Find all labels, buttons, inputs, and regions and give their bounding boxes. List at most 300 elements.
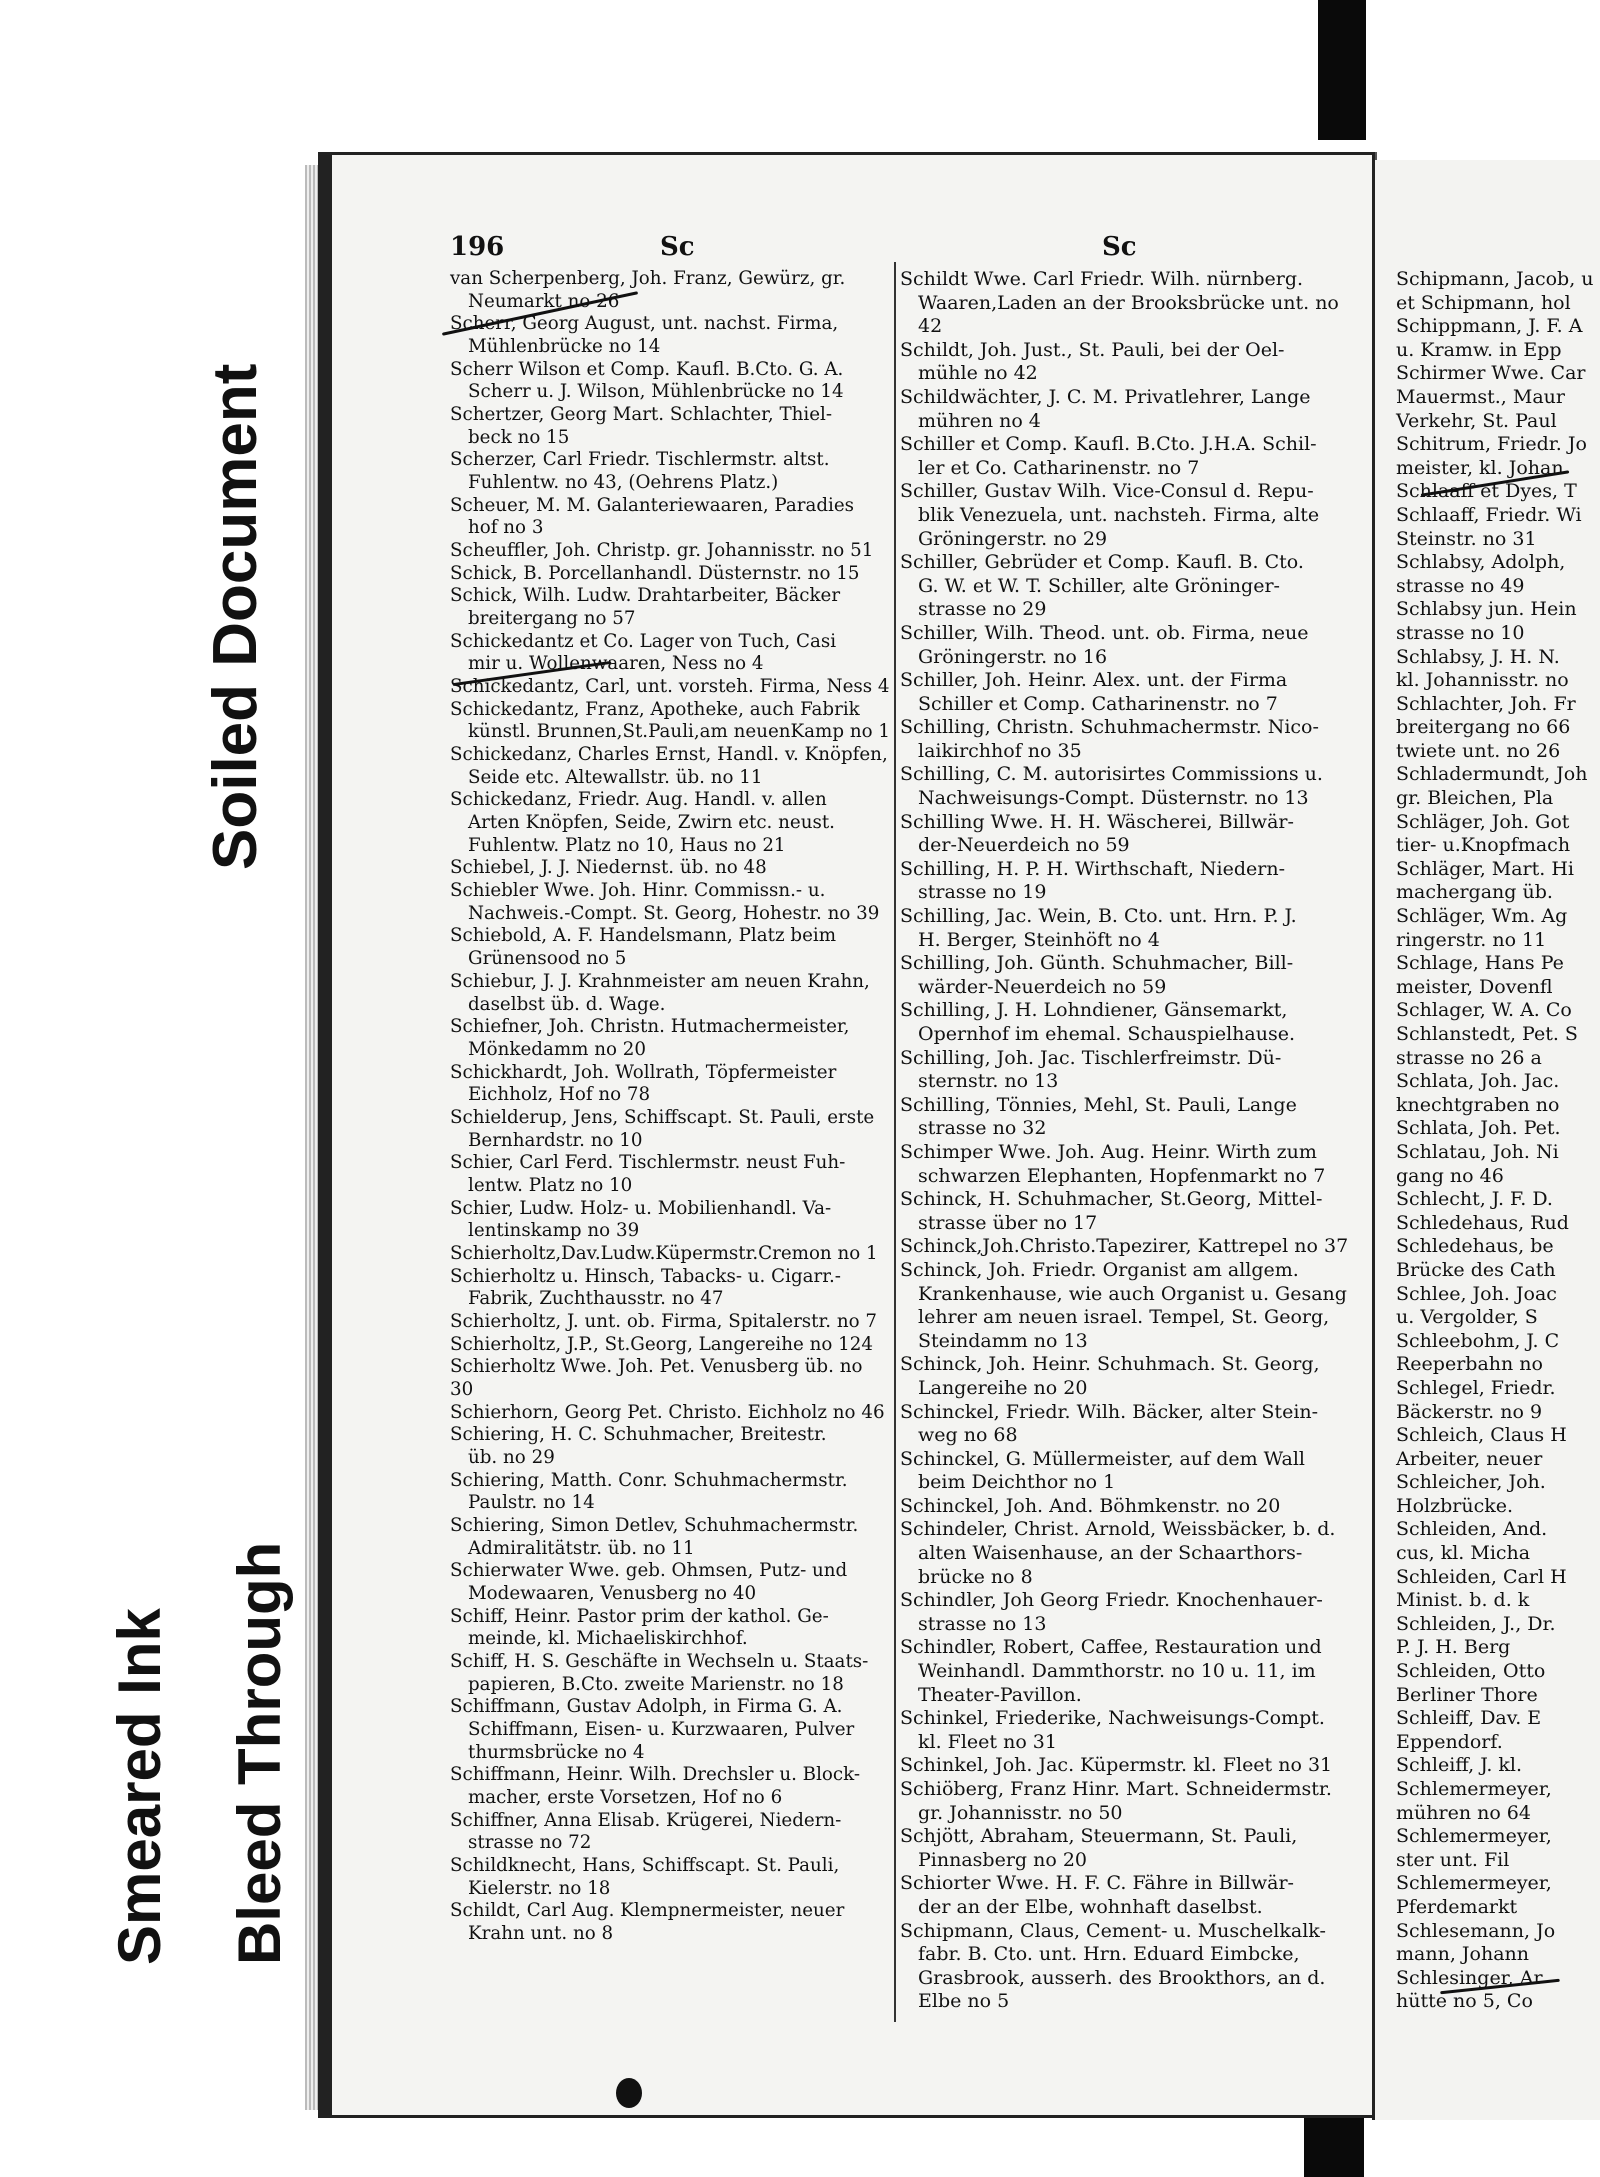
next-page-line: Bäckerstr. no 9 <box>1396 1400 1543 1423</box>
directory-entry <box>450 676 890 699</box>
entry-continuation: Weinhandl. Dammthorstr. no 10 u. 11, im <box>918 1660 1316 1683</box>
directory-entry <box>900 1448 1350 1495</box>
entry-continuation: kl. Fleet no 31 <box>918 1730 1057 1753</box>
entry-continuation: Eichholz, Hof no 78 <box>468 1084 651 1106</box>
entry-continuation: Fuhlentw. no 43, (Oehrens Platz.) <box>468 472 779 494</box>
entry-line: Schiebler Wwe. Joh. Hinr. Commissn.- u. <box>450 880 826 902</box>
entry-continuation: Scherr u. J. Wilson, Mühlenbrücke no 14 <box>468 381 844 403</box>
directory-entry <box>450 1016 890 1061</box>
directory-entry <box>900 1872 1350 1919</box>
next-page-line: Schlegel, Friedr. <box>1396 1376 1556 1399</box>
entry-line: van Scherpenberg, Joh. Franz, Gewürz, gr. <box>450 268 846 289</box>
label-bleed-through: Bleed Through <box>226 1541 293 1965</box>
entry-continuation: papieren, B.Cto. zweite Marienstr. no 18 <box>468 1673 844 1695</box>
entry-continuation: Admiralitätstr. üb. no 11 <box>468 1537 695 1559</box>
entry-continuation: lentw. Platz no 10 <box>468 1174 633 1196</box>
header-letters-left: Sc <box>660 232 695 262</box>
entry-line: Schickhardt, Joh. Wollrath, Töpfermeister <box>450 1061 837 1083</box>
left-column <box>450 268 890 1946</box>
next-page-line: meister, Dovenfl <box>1396 975 1553 998</box>
entry-continuation: Modewaaren, Venusberg no 40 <box>468 1582 757 1604</box>
directory-entry <box>450 563 890 586</box>
entry-line: Schiff, H. S. Geschäfte in Wechseln u. Staats- <box>450 1650 869 1672</box>
next-page-line: u. Kramw. in Epp <box>1396 338 1562 361</box>
entry-line: Schiering, Matth. Conr. Schuhmachermstr. <box>450 1469 848 1491</box>
entry-line: Schindler, Joh Georg Friedr. Knochenhauer- <box>900 1589 1323 1612</box>
entry-line: Schickedanz, Friedr. Aug. Handl. v. allen <box>450 789 827 811</box>
ink-blot <box>616 2078 642 2108</box>
entry-line: Schinck, H. Schuhmacher, St.Georg, Mittel- <box>900 1188 1323 1211</box>
directory-entry <box>900 1920 1350 2014</box>
next-page-line: Schlecht, J. F. D. <box>1396 1188 1553 1211</box>
next-page-line: twiete unt. no 26 <box>1396 739 1561 762</box>
entry-line: Schierholtz,Dav.Ludw.Küpermstr.Cremon no 1 <box>450 1242 878 1264</box>
next-page-line: Schlesinger, Ar <box>1396 1966 1543 1989</box>
directory-entry <box>450 1560 890 1605</box>
entry-line: Schiffmann, Gustav Adolph, in Firma G. A. <box>450 1696 843 1718</box>
directory-entry <box>450 1152 890 1197</box>
entry-continuation: strasse über no 17 <box>918 1211 1098 1234</box>
directory-entry <box>900 1825 1350 1872</box>
directory-entry <box>900 763 1350 810</box>
entry-line: Schiffner, Anna Elisab. Krügerei, Niedern- <box>450 1809 842 1831</box>
next-page-line: Berliner Thore <box>1396 1683 1538 1706</box>
next-page-line: P. J. H. Berg <box>1396 1636 1511 1659</box>
entry-continuation: der-Neuerdeich no 59 <box>918 834 1130 857</box>
directory-entry <box>900 1235 1350 1259</box>
directory-entry <box>900 622 1350 669</box>
entry-continuation: Paulstr. no 14 <box>468 1492 595 1514</box>
entry-line: Scheuer, M. M. Galanteriewaaren, Paradies <box>450 494 855 516</box>
directory-entry <box>900 1636 1350 1707</box>
next-page-line: strasse no 10 <box>1396 621 1525 644</box>
directory-entry <box>450 1424 890 1469</box>
directory-entry <box>900 1754 1350 1778</box>
entry-line: Schiering, Simon Detlev, Schuhmachermstr. <box>450 1514 859 1536</box>
entry-continuation: Mühlenbrücke no 14 <box>468 336 661 358</box>
entry-line: Schilling, Tönnies, Mehl, St. Pauli, Lange <box>900 1093 1297 1116</box>
entry-line: Schick, B. Porcellanhandl. Düsternstr. no 15 <box>450 562 860 584</box>
entry-continuation: fabr. B. Cto. unt. Hrn. Eduard Eimbcke, <box>918 1943 1300 1966</box>
next-page-line: Schläger, Wm. Ag <box>1396 905 1568 928</box>
directory-entry <box>450 1311 890 1334</box>
column-divider <box>894 262 896 2022</box>
entry-line: Scheuffler, Joh. Christp. gr. Johannisstr. no 51 <box>450 540 874 562</box>
next-page-line: tier- u.Knopfmach <box>1396 834 1571 857</box>
next-page-line: Brücke des Cath <box>1396 1258 1556 1281</box>
entry-line: Schiebur, J. J. Krahnmeister am neuen Krahn, <box>450 970 870 992</box>
directory-entry <box>450 1810 890 1855</box>
directory-entry <box>450 880 890 925</box>
entry-line: Schildt, Carl Aug. Klempnermeister, neuer <box>450 1900 845 1922</box>
entry-continuation: blik Venezuela, unt. nachsteh. Firma, alte <box>918 503 1320 526</box>
entry-line: Schiebold, A. F. Handelsmann, Platz beim <box>450 925 837 947</box>
entry-continuation: Bernhardstr. no 10 <box>468 1129 643 1151</box>
entry-continuation: Waaren,Laden an der Brooksbrücke unt. no 42 <box>918 291 1339 338</box>
directory-entry <box>900 858 1350 905</box>
entry-line: Schilling, J. H. Lohndiener, Gänsemarkt, <box>900 999 1288 1022</box>
directory-entry <box>900 999 1350 1046</box>
entry-continuation: alten Waisenhause, an der Schaarthors- <box>918 1542 1303 1565</box>
next-page-line: strasse no 26 a <box>1396 1046 1542 1069</box>
directory-entry <box>450 268 890 313</box>
directory-entry <box>450 585 890 630</box>
entry-line: Schilling, Joh. Günth. Schuhmacher, Bill- <box>900 952 1294 975</box>
directory-entry <box>450 1243 890 1266</box>
entry-continuation: lehrer am neuen israel. Tempel, St. Georg, <box>918 1306 1330 1329</box>
next-page-line: Schlemermeyer, <box>1396 1778 1552 1800</box>
directory-entry <box>900 1778 1350 1825</box>
entry-continuation: meinde, kl. Michaeliskirchhof. <box>468 1628 748 1650</box>
next-page-column <box>1396 268 1600 2014</box>
directory-entry <box>450 359 890 404</box>
directory-entry <box>900 905 1350 952</box>
next-page-line: Schipmann, Jacob, u <box>1396 268 1594 290</box>
next-page-line: Schlabsy, Adolph, <box>1396 551 1566 574</box>
next-page-line: Schlee, Joh. Joac <box>1396 1282 1557 1305</box>
directory-entry <box>900 386 1350 433</box>
directory-entry <box>450 1334 890 1357</box>
directory-entry <box>450 1198 890 1243</box>
entry-continuation: H. Berger, Steinhöft no 4 <box>918 928 1160 951</box>
directory-entry <box>450 1107 890 1152</box>
entry-line: Schiller, Wilh. Theod. unt. ob. Firma, neue <box>900 621 1309 644</box>
directory-entry <box>900 1707 1350 1754</box>
entry-line: Schiller, Joh. Heinr. Alex. unt. der Firma <box>900 669 1288 692</box>
next-page-line: cus, kl. Micha <box>1396 1542 1531 1565</box>
entry-continuation: gr. Johannisstr. no 50 <box>918 1801 1123 1824</box>
directory-entry <box>450 789 890 857</box>
entry-line: Schilling, H. P. H. Wirthschaft, Niedern- <box>900 857 1286 880</box>
next-page-line: machergang üb. <box>1396 881 1553 904</box>
next-page-line: Schleiff, Dav. E <box>1396 1707 1542 1730</box>
entry-line: Schickedantz, Franz, Apotheke, auch Fabrik <box>450 698 860 720</box>
directory-entry <box>450 1515 890 1560</box>
entry-line: Schipmann, Claus, Cement- u. Muschelkalk- <box>900 1919 1326 1942</box>
entry-continuation: Pinnasberg no 20 <box>918 1848 1087 1871</box>
next-page-line: Schlaaff, Friedr. Wi <box>1396 503 1582 526</box>
entry-continuation: strasse no 13 <box>918 1612 1047 1635</box>
label-smeared-ink: Smeared Ink <box>106 1608 173 1965</box>
directory-entry <box>450 449 890 494</box>
entry-line: Schiefner, Joh. Christn. Hutmachermeister, <box>450 1016 850 1038</box>
entry-line: Schindeler, Christ. Arnold, Weissbäcker, b. d. <box>900 1518 1336 1541</box>
next-page-line: strasse no 49 <box>1396 574 1525 597</box>
entry-line: Schiller, Gustav Wilh. Vice-Consul d. Repu- <box>900 480 1314 503</box>
next-page-line: Arbeiter, neuer <box>1396 1447 1543 1470</box>
entry-continuation: brücke no 8 <box>918 1565 1033 1588</box>
entry-line: Schiebel, J. J. Niedernst. üb. no 48 <box>450 857 767 879</box>
entry-continuation: Grünensood no 5 <box>468 948 627 970</box>
entry-continuation: Arten Knöpfen, Seide, Zwirn etc. neust. <box>468 812 835 834</box>
directory-entry <box>900 1141 1350 1188</box>
next-page-line: Schläger, Mart. Hi <box>1396 857 1575 880</box>
entry-line: Schiff, Heinr. Pastor prim der kathol. Ge- <box>450 1605 829 1627</box>
directory-entry <box>900 716 1350 763</box>
entry-continuation: strasse no 19 <box>918 881 1047 904</box>
entry-line: Schilling, Christn. Schuhmachermstr. Nico- <box>900 716 1319 739</box>
entry-line: Schielderup, Jens, Schiffscapt. St. Pauli, erste <box>450 1106 875 1128</box>
next-page-line: Schlatau, Joh. Ni <box>1396 1140 1559 1163</box>
directory-entry <box>450 1900 890 1945</box>
next-page-line: Holzbrücke. <box>1396 1494 1514 1517</box>
next-page-line: gr. Bleichen, Pla <box>1396 787 1554 810</box>
entry-line: Schier, Carl Ferd. Tischlermstr. neust Fuh- <box>450 1152 846 1174</box>
directory-entry <box>900 811 1350 858</box>
next-page-line: Schleiden, And. <box>1396 1518 1548 1541</box>
directory-entry <box>450 857 890 880</box>
directory-entry <box>900 1495 1350 1519</box>
entry-line: Schinkel, Joh. Jac. Küpermstr. kl. Fleet no 31 <box>900 1754 1333 1777</box>
entry-line: Schierwater Wwe. geb. Ohmsen, Putz- und <box>450 1560 848 1582</box>
directory-entry <box>450 1855 890 1900</box>
next-page-line: Schlachter, Joh. Fr <box>1396 692 1576 715</box>
entry-continuation: Gröningerstr. no 16 <box>918 645 1108 668</box>
page-number: 196 <box>450 232 505 262</box>
entry-continuation: wärder-Neuerdeich no 59 <box>918 975 1167 998</box>
directory-entry <box>900 268 1350 339</box>
directory-entry <box>900 669 1350 716</box>
entry-continuation: Nachweisungs-Compt. Düsternstr. no 13 <box>918 787 1309 810</box>
entry-line: Schertzer, Georg Mart. Schlachter, Thiel- <box>450 404 833 426</box>
entry-line: Schinckel, Friedr. Wilh. Bäcker, alter Stein- <box>900 1400 1319 1423</box>
directory-entry <box>450 1696 890 1764</box>
directory-entry <box>450 631 890 676</box>
entry-continuation: hof no 3 <box>468 517 544 539</box>
next-page-line: Pferdemarkt <box>1396 1895 1518 1918</box>
entry-continuation: Fabrik, Zuchthausstr. no 47 <box>468 1288 724 1310</box>
next-page-line: Schirmer Wwe. Car <box>1396 362 1586 385</box>
entry-line: Schildt Wwe. Carl Friedr. Wilh. nürnberg. <box>900 268 1304 290</box>
next-page-line: Schleiden, Otto <box>1396 1660 1546 1683</box>
entry-line: Scherzer, Carl Friedr. Tischlermstr. altst. <box>450 449 830 471</box>
entry-continuation: Schiller et Comp. Catharinenstr. no 7 <box>918 692 1278 715</box>
entry-line: Schickedantz et Co. Lager von Tuch, Casi <box>450 630 837 652</box>
entry-continuation: mühren no 4 <box>918 409 1041 432</box>
scan-border-top <box>1318 0 1366 140</box>
entry-continuation: strasse no 32 <box>918 1117 1047 1140</box>
next-page-line: mann, Johann <box>1396 1943 1529 1966</box>
entry-continuation: lentinskamp no 39 <box>468 1220 640 1242</box>
entry-line: Schickedanz, Charles Ernst, Handl. v. Knöpfen, <box>450 744 888 766</box>
next-page-line: Schleebohm, J. C <box>1396 1329 1560 1352</box>
entry-line: Schinck, Joh. Friedr. Organist am allgem. <box>900 1258 1299 1281</box>
next-page-line: Steinstr. no 31 <box>1396 527 1537 550</box>
entry-line: Schilling, C. M. autorisirtes Commissions u. <box>900 763 1323 786</box>
next-page-line: Schitrum, Friedr. Jo <box>1396 433 1587 456</box>
entry-continuation: Seide etc. Altewallstr. üb. no 11 <box>468 766 763 788</box>
entry-line: Schiorter Wwe. H. F. C. Fähre in Billwär- <box>900 1872 1294 1895</box>
label-soiled-document: Soiled Document <box>201 363 270 870</box>
next-page-line: breitergang no 66 <box>1396 716 1571 739</box>
directory-entry <box>450 1764 890 1809</box>
next-page-line: Schleiff, J. kl. <box>1396 1754 1523 1777</box>
entry-continuation: mir u. Wollenwaaren, Ness no 4 <box>468 653 764 675</box>
entry-continuation: Steindamm no 13 <box>918 1329 1088 1352</box>
next-page-line: meister, kl. Johan <box>1396 456 1564 479</box>
entry-continuation: ler et Co. Catharinenstr. no 7 <box>918 456 1200 479</box>
entry-continuation: Krahn unt. no 8 <box>468 1923 614 1945</box>
directory-entry <box>450 313 890 358</box>
entry-continuation: macher, erste Vorsetzen, Hof no 6 <box>468 1787 783 1809</box>
entry-line: Schiering, H. C. Schuhmacher, Breitestr. <box>450 1424 827 1446</box>
entry-continuation: G. W. et W. T. Schiller, alte Gröninger- <box>918 574 1280 597</box>
entry-continuation: Krankenhause, wie auch Organist u. Gesang <box>918 1282 1347 1305</box>
entry-line: Schierholtz Wwe. Joh. Pet. Venusberg üb. no 30 <box>450 1356 863 1400</box>
directory-entry <box>450 744 890 789</box>
directory-entry <box>450 699 890 744</box>
entry-continuation: Gröningerstr. no 29 <box>918 527 1108 550</box>
header-letters-right: Sc <box>1102 232 1137 262</box>
next-page-line: Schledehaus, be <box>1396 1235 1554 1258</box>
directory-entry <box>900 433 1350 480</box>
book-page-edge <box>305 165 319 2110</box>
directory-entry <box>450 404 890 449</box>
entry-continuation: Kielerstr. no 18 <box>468 1877 611 1899</box>
entry-continuation: laikirchhof no 35 <box>918 739 1082 762</box>
entry-line: Scherr Wilson et Comp. Kaufl. B.Cto. G. A. <box>450 358 844 380</box>
directory-entry <box>450 925 890 970</box>
entry-line: Schilling, Jac. Wein, B. Cto. unt. Hrn. P. J. <box>900 905 1297 928</box>
entry-continuation: üb. no 29 <box>468 1446 555 1468</box>
directory-entry <box>900 551 1350 622</box>
next-page-line: Eppendorf. <box>1396 1730 1503 1753</box>
next-page-line: knechtgraben no <box>1396 1093 1560 1116</box>
directory-entry <box>900 480 1350 551</box>
entry-continuation: beim Deichthor no 1 <box>918 1471 1116 1494</box>
entry-line: Schiffmann, Heinr. Wilh. Drechsler u. Block- <box>450 1764 861 1786</box>
entry-line: Schierholtz, J. unt. ob. Firma, Spitalerstr. no 7 <box>450 1310 877 1332</box>
next-page-line: Verkehr, St. Paul <box>1396 409 1557 432</box>
entry-line: Schierhorn, Georg Pet. Christo. Eichholz no 46 <box>450 1401 885 1423</box>
entry-line: Schildt, Joh. Just., St. Pauli, bei der Oel- <box>900 338 1285 361</box>
entry-line: Schick, Wilh. Ludw. Drahtarbeiter, Bäcker <box>450 585 841 607</box>
entry-line: Schildwächter, J. C. M. Privatlehrer, Lange <box>900 385 1311 408</box>
next-page-line: Schlesemann, Jo <box>1396 1919 1556 1942</box>
entry-line: Schimper Wwe. Joh. Aug. Heinr. Wirth zum <box>900 1140 1317 1163</box>
directory-entry <box>900 1188 1350 1235</box>
next-page-line: Schleicher, Joh. <box>1396 1471 1546 1494</box>
next-page-line: Schlata, Joh. Pet. <box>1396 1117 1561 1140</box>
entry-continuation: Langereihe no 20 <box>918 1376 1088 1399</box>
entry-continuation: mühle no 42 <box>918 362 1038 385</box>
directory-entry <box>900 1047 1350 1094</box>
entry-continuation: Mönkedamm no 20 <box>468 1038 647 1060</box>
right-column <box>900 268 1350 2014</box>
directory-entry <box>450 1356 890 1401</box>
entry-line: Schiöberg, Franz Hinr. Mart. Schneidermstr. <box>900 1778 1332 1800</box>
next-page-line: gang no 46 <box>1396 1164 1504 1187</box>
directory-entry <box>900 952 1350 999</box>
next-page-line: Schippmann, J. F. A <box>1396 315 1583 338</box>
entry-line: Schinkel, Friederike, Nachweisungs-Compt. <box>900 1707 1325 1730</box>
next-page-line: kl. Johannisstr. no <box>1396 669 1569 692</box>
entry-line: Schjött, Abraham, Steuermann, St. Pauli, <box>900 1825 1298 1848</box>
entry-continuation: strasse no 29 <box>918 598 1047 621</box>
entry-continuation: thurmsbrücke no 4 <box>468 1741 645 1763</box>
entry-line: Schiller, Gebrüder et Comp. Kaufl. B. Cto. <box>900 551 1304 574</box>
entry-line: Schickedantz, Carl, unt. vorsteh. Firma, Ness 4 <box>450 676 890 698</box>
next-page-line: Schlabsy jun. Hein <box>1396 598 1577 621</box>
next-page-line: Mauermst., Maur <box>1396 385 1565 408</box>
directory-entry <box>450 1402 890 1425</box>
entry-continuation: Theater-Pavillon. <box>918 1683 1082 1706</box>
entry-continuation: Elbe no 5 <box>918 1990 1010 2013</box>
directory-entry <box>450 540 890 563</box>
directory-entry <box>450 1606 890 1651</box>
next-page-line: Schladermundt, Joh <box>1396 763 1588 786</box>
next-page-line: hütte no 5, Co <box>1396 1990 1533 2013</box>
directory-entry <box>450 1062 890 1107</box>
entry-continuation: weg no 68 <box>918 1424 1018 1447</box>
entry-continuation: Neumarkt no 26 <box>468 290 620 312</box>
entry-continuation: Opernhof im ehemal. Schauspielhause. <box>918 1023 1296 1045</box>
next-page-line: Schlata, Joh. Jac. <box>1396 1070 1560 1093</box>
next-page-line: Reeperbahn no <box>1396 1353 1543 1376</box>
entry-continuation: der an der Elbe, wohnhaft daselbst. <box>918 1895 1263 1918</box>
entry-line: Scherr, Georg August, unt. nachst. Firma, <box>450 313 839 335</box>
next-page-line: Schleich, Claus H <box>1396 1424 1567 1447</box>
directory-entry <box>900 1353 1350 1400</box>
entry-line: Schier, Ludw. Holz- u. Mobilienhandl. Va- <box>450 1197 832 1219</box>
entry-line: Schinck, Joh. Heinr. Schuhmach. St. Georg, <box>900 1353 1320 1376</box>
directory-entry <box>900 1401 1350 1448</box>
directory-entry <box>900 1589 1350 1636</box>
entry-continuation: Schiffmann, Eisen- u. Kurzwaaren, Pulver <box>468 1719 855 1740</box>
next-page-line: Schleiden, J., Dr. <box>1396 1612 1556 1635</box>
directory-entry <box>900 1259 1350 1353</box>
directory-entry <box>450 971 890 1016</box>
next-page-line: Schlabsy, J. H. N. <box>1396 645 1560 668</box>
entry-continuation: Nachweis.-Compt. St. Georg, Hohestr. no 39 <box>468 902 880 924</box>
directory-entry <box>900 1094 1350 1141</box>
directory-entry <box>450 1266 890 1311</box>
next-page-line: ringerstr. no 11 <box>1396 928 1547 951</box>
entry-line: Schinckel, G. Müllermeister, auf dem Wall <box>900 1447 1306 1470</box>
entry-continuation: beck no 15 <box>468 426 570 448</box>
next-page-line: Minist. b. d. k <box>1396 1589 1530 1612</box>
entry-continuation: breitergang no 57 <box>468 608 636 630</box>
entry-line: Schildknecht, Hans, Schiffscapt. St. Pauli, <box>450 1855 840 1877</box>
entry-continuation: Grasbrook, ausserh. des Brookthors, an d. <box>918 1966 1326 1989</box>
directory-entry <box>900 1518 1350 1589</box>
entry-line: Schinck,Joh.Christo.Tapezirer, Kattrepel no 37 <box>900 1235 1349 1258</box>
entry-line: Schierholtz u. Hinsch, Tabacks- u. Cigarr.- <box>450 1265 841 1287</box>
entry-continuation: daselbst üb. d. Wage. <box>468 993 666 1015</box>
entry-line: Schindler, Robert, Caffee, Restauration und <box>900 1636 1322 1659</box>
next-page-line: Schlemermeyer, <box>1396 1825 1552 1848</box>
next-page-line: Schlage, Hans Pe <box>1396 952 1564 975</box>
next-page-line: Schledehaus, Rud <box>1396 1211 1569 1234</box>
entry-line: Schilling Wwe. H. H. Wäscherei, Billwär- <box>900 810 1294 833</box>
next-page-line: Schläger, Joh. Got <box>1396 810 1570 833</box>
next-page-line: Schlemermeyer, <box>1396 1872 1552 1895</box>
next-page-line: Schlager, W. A. Co <box>1396 999 1572 1022</box>
next-page-line: Schlaaff et Dyes, T <box>1396 480 1577 503</box>
entry-line: Schiller et Comp. Kaufl. B.Cto. J.H.A. Schil- <box>900 433 1317 456</box>
next-page-line: ster unt. Fil <box>1396 1848 1510 1871</box>
entry-line: Schinckel, Joh. And. Böhmkenstr. no 20 <box>900 1494 1281 1517</box>
next-page-line: et Schipmann, hol <box>1396 291 1571 314</box>
entry-continuation: künstl. Brunnen,St.Pauli,am neuenKamp no 1 <box>468 721 890 743</box>
next-page-line: Schlanstedt, Pet. S <box>1396 1023 1578 1045</box>
directory-entry <box>450 495 890 540</box>
next-page-line: u. Vergolder, S <box>1396 1306 1538 1329</box>
entry-continuation: Fuhlentw. Platz no 10, Haus no 21 <box>468 834 786 856</box>
directory-entry <box>450 1651 890 1696</box>
next-page-line: Schleiden, Carl H <box>1396 1565 1567 1588</box>
directory-entry <box>900 339 1350 386</box>
